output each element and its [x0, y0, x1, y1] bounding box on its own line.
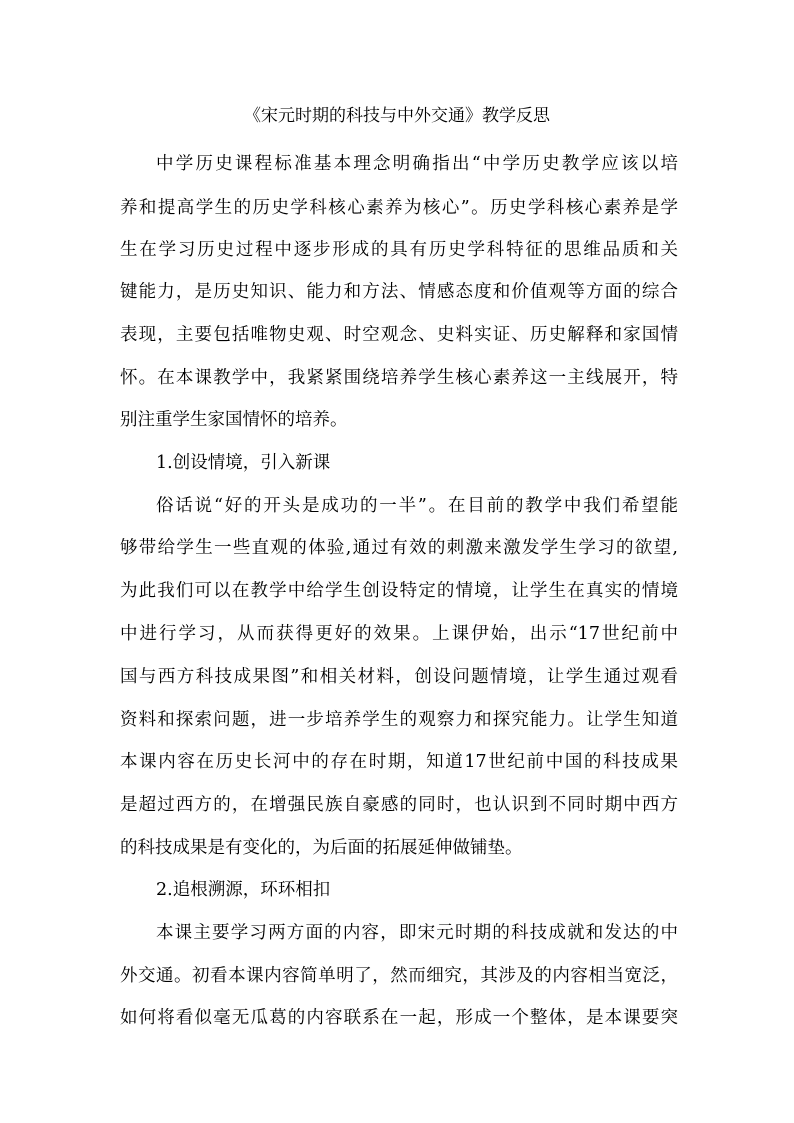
paragraph-line: 如何将看似毫无瓜葛的内容联系在一起，形成一个整体，是本课要突: [120, 1008, 678, 1028]
paragraph-line: 中进行学习，从而获得更好的效果。上课伊始，出示“17世纪前中: [120, 624, 678, 644]
section-heading-1: 1.创设情境，引入新课: [156, 453, 331, 473]
paragraph-line: 键能力，是历史知识、能力和方法、情感态度和价值观等方面的综合: [120, 282, 678, 302]
paragraph-line: 国与西方科技成果图”和相关材料，创设问题情境，让学生通过观看: [120, 667, 678, 687]
paragraph-line: 的科技成果是有变化的，为后面的拓展延伸做铺垫。: [120, 838, 523, 858]
paragraph-line: 别注重学生家国情怀的培养。: [120, 410, 348, 430]
paragraph-line: 生在学习历史过程中逐步形成的具有历史学科特征的思维品质和关: [120, 240, 678, 260]
paragraph-line: 资料和探索问题，进一步培养学生的观察力和探究能力。让学生知道: [120, 710, 678, 730]
document-title: 《宋元时期的科技与中外交通》教学反思: [244, 106, 550, 126]
paragraph-line: 俗话说“好的开头是成功的一半”。在目前的教学中我们希望能: [156, 496, 678, 516]
paragraph-line: 中学历史课程标准基本理念明确指出“中学历史教学应该以培: [156, 154, 678, 174]
paragraph-line: 为此我们可以在教学中给学生创设特定的情境，让学生在真实的情境: [120, 581, 678, 601]
paragraph-line: 外交通。初看本课内容简单明了，然而细究，其涉及的内容相当宽泛，: [120, 966, 678, 986]
paragraph-line: 表现，主要包括唯物史观、时空观念、史料实证、历史解释和家国情: [120, 325, 678, 345]
paragraph-line: 怀。在本课教学中，我紧紧围绕培养学生核心素养这一主线展开，特: [120, 368, 678, 388]
paragraph-line: 是超过西方的，在增强民族自豪感的同时，也认识到不同时期中西方: [120, 795, 678, 815]
paragraph-line: 本课主要学习两方面的内容，即宋元时期的科技成就和发达的中: [156, 923, 678, 943]
section-heading-2: 2.追根溯源，环环相扣: [156, 880, 331, 900]
paragraph-line: 够带给学生一些直观的体验,通过有效的刺激来激发学生学习的欲望,: [120, 538, 678, 558]
paragraph-line: 本课内容在历史长河中的存在时期，知道17世纪前中国的科技成果: [120, 752, 678, 772]
paragraph-line: 养和提高学生的历史学科核心素养为核心”。历史学科核心素养是学: [120, 198, 678, 218]
